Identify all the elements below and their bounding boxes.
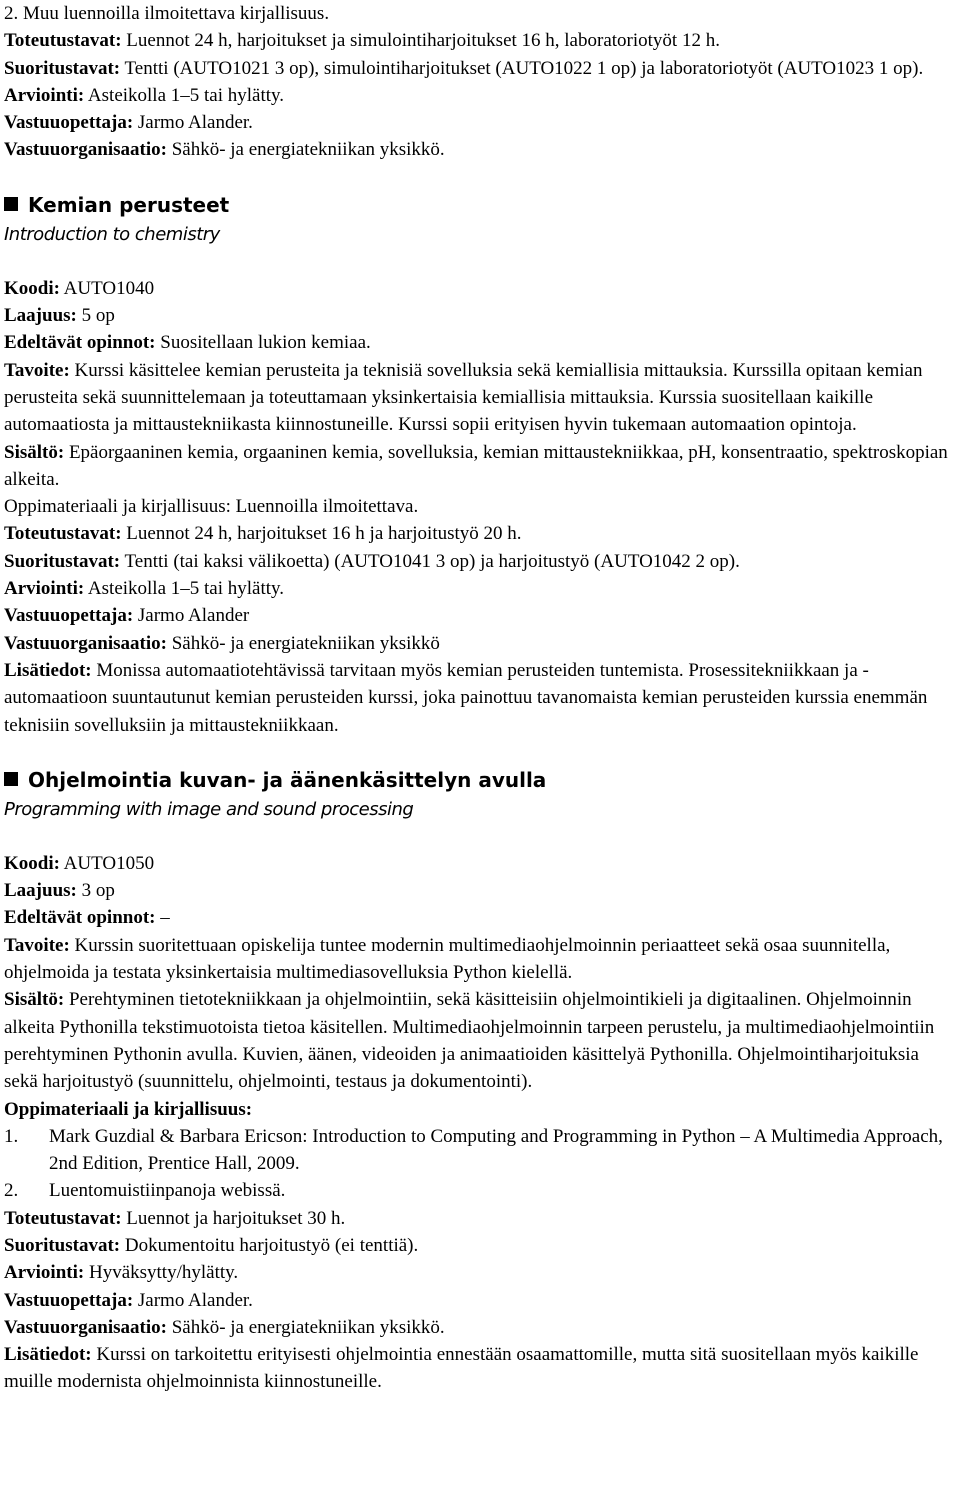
course-subtitle: Programming with image and sound processing	[4, 798, 414, 820]
edeltavat-value: –	[155, 907, 170, 929]
vastuuorganisaatio-value: Sähkö- ja energiatekniikan yksikkö.	[166, 139, 445, 161]
suoritustavat-row	[4, 548, 956, 575]
toteutustavat-value: Luennot 24 h, harjoitukset ja simulointiharjoitukset 16 h, laboratoriotyöt 12 h.	[121, 30, 720, 52]
lisatiedot-label: Lisätiedot:	[4, 1344, 92, 1366]
sisalto-label: Sisältö:	[4, 989, 65, 1011]
tavoite-row	[4, 932, 956, 987]
laajuus-value: 5 op	[76, 305, 115, 327]
lisatiedot-row	[4, 657, 956, 739]
koodi-label: Koodi:	[4, 277, 60, 299]
arviointi-value: Asteikolla 1–5 tai hylätty.	[84, 578, 285, 600]
suoritustavat-value: Tentti (AUTO1021 3 op), simulointiharjoitukset (AUTO1022 1 op) ja laboratoriotyöt (AUTO1023 1 op).	[120, 57, 924, 79]
koodi-row	[4, 850, 956, 877]
sisalto-value: Perehtyminen tietotekniikkaan ja ohjelmointiin, sekä käsitteisiin ohjelmointikieli ja digitaalinen. Ohjelmoinnin alkeita Pythonilla tekstimuotoista tietoa käsitellen. Multimediaohjelmoinnin tarpeen perustelu, ja multimediaohjelmointiin perehtyminen Pythonin avulla. Kuvien, äänen, videoiden ja animaatioiden käsittelyä Pythonilla. Ohjelmointiharjoituksia sekä harjoitustyö (suunnittelu, ohjelmointi, testaus ja dokumentointi).	[4, 989, 935, 1093]
vastuuopettaja-row	[4, 1287, 956, 1314]
edeltavat-row	[4, 904, 956, 931]
sisalto-label: Sisältö:	[4, 441, 65, 463]
laajuus-label: Laajuus:	[4, 880, 77, 902]
vastuuopettaja-value: Jarmo Alander.	[133, 1289, 253, 1311]
laajuus-value: 3 op	[76, 880, 115, 902]
vastuuorganisaatio-label: Vastuuorganisaatio:	[4, 632, 167, 654]
lisatiedot-label: Lisätiedot:	[4, 659, 92, 681]
literature-item-number: 1.	[4, 1125, 19, 1147]
course-title-text: Kemian perusteet	[28, 192, 230, 217]
lisatiedot-value: Kurssi on tarkoitettu erityisesti ohjelmointia ennestään osaamattomille, mutta sitä suositellaan myös kaikille muille modernista ohjelmoinnista kiinnostuneille.	[4, 1344, 919, 1393]
toteutustavat-label: Toteutustavat:	[4, 1207, 122, 1229]
literature-item-text: Mark Guzdial & Barbara Ericson: Introduction to Computing and Programming in Python – A Multimedia Approach, 2nd Edition, Prentice Hall, 2009.	[49, 1125, 943, 1175]
literature-item-text: Luentomuistiinpanoja webissä.	[49, 1180, 286, 1202]
course-subtitle: Introduction to chemistry	[4, 223, 220, 245]
toteutustavat-value: Luennot ja harjoitukset 30 h.	[121, 1207, 346, 1229]
course-title	[4, 190, 956, 220]
tavoite-value: Kurssi käsittelee kemian perusteita ja teknisiä sovelluksia sekä kemiallisia mittauksia. Kurssilla opitaan kemian perusteita sekä suunnittelemaan ja toteuttamaan yksinkertaisia kemiallisia mittauksia. Kurssia suositellaan kaikille automaatiosta ja mittaustekniikasta kiinnostuneille. Kurssi sopii erityisen hyvin tukemaan automaation opintoja.	[4, 359, 923, 436]
vastuuopettaja-value: Jarmo Alander	[133, 605, 250, 627]
laajuus-row	[4, 877, 956, 904]
vastuuorganisaatio-value: Sähkö- ja energiatekniikan yksikkö	[166, 632, 440, 654]
vastuuorganisaatio-label: Vastuuorganisaatio:	[4, 139, 167, 161]
arviointi-row	[4, 575, 956, 602]
oppimateriaali-row: Oppimateriaali ja kirjallisuus: Luennoilla ilmoitettava.	[4, 496, 419, 518]
literature-item	[4, 1123, 956, 1178]
vastuuopettaja-label: Vastuuopettaja:	[4, 1289, 134, 1311]
vastuuorganisaatio-row	[4, 1314, 956, 1341]
vastuuopettaja-value: Jarmo Alander.	[133, 112, 253, 134]
vastuuorganisaatio-label: Vastuuorganisaatio:	[4, 1316, 167, 1338]
tavoite-row	[4, 357, 956, 439]
course-chemistry	[4, 190, 956, 739]
square-bullet-icon	[4, 772, 18, 786]
toteutustavat-row	[4, 1205, 956, 1232]
literature-item-2: 2. Muu luennoilla ilmoitettava kirjallisuus.	[4, 3, 330, 24]
vastuuopettaja-label: Vastuuopettaja:	[4, 112, 134, 134]
literature-item	[4, 1177, 956, 1204]
laajuus-label: Laajuus:	[4, 305, 77, 327]
edeltavat-value: Suositellaan lukion kemiaa.	[155, 332, 371, 354]
suoritustavat-value: Tentti (tai kaksi välikoetta) (AUTO1041 3 op) ja harjoitustyö (AUTO1042 2 op).	[120, 550, 740, 572]
edeltavat-label: Edeltävät opinnot:	[4, 332, 156, 354]
arviointi-value: Asteikolla 1–5 tai hylätty.	[84, 84, 285, 106]
koodi-value: AUTO1050	[59, 852, 155, 874]
course-title	[4, 765, 956, 795]
sisalto-row	[4, 439, 956, 494]
tavoite-value: Kurssin suoritettuaan opiskelija tuntee modernin multimediaohjelmoinnin periaatteet sekä osaa suunnitella, ohjelmoida ja testata yksinkertaisia multimediasovelluksia Python kielellä.	[4, 934, 891, 984]
lisatiedot-row	[4, 1341, 956, 1396]
previous-course-section	[4, 0, 956, 164]
square-bullet-icon	[4, 197, 18, 211]
koodi-row	[4, 275, 956, 302]
sisalto-value: Epäorgaaninen kemia, orgaaninen kemia, sovelluksia, kemian mittaustekniikkaa, pH, konsentraatio, spektroskopian alkeita.	[4, 441, 948, 490]
vastuuorganisaatio-row	[4, 136, 956, 163]
tavoite-label: Tavoite:	[4, 934, 70, 956]
arviointi-label: Arviointi:	[4, 1262, 85, 1284]
vastuuopettaja-row	[4, 602, 956, 629]
toteutustavat-label: Toteutustavat:	[4, 30, 122, 52]
koodi-label: Koodi:	[4, 852, 60, 874]
course-programming	[4, 765, 956, 1396]
suoritustavat-label: Suoritustavat:	[4, 57, 121, 79]
vastuuopettaja-row	[4, 109, 956, 136]
suoritustavat-label: Suoritustavat:	[4, 550, 121, 572]
literature-list	[4, 1123, 956, 1205]
course-title-text: Ohjelmointia kuvan- ja äänenkäsittelyn avulla	[28, 767, 547, 792]
toteutustavat-row	[4, 27, 956, 54]
sisalto-row	[4, 986, 956, 1095]
suoritustavat-row	[4, 55, 956, 82]
suoritustavat-row	[4, 1232, 956, 1259]
vastuuorganisaatio-value: Sähkö- ja energiatekniikan yksikkö.	[166, 1316, 445, 1338]
edeltavat-label: Edeltävät opinnot:	[4, 907, 156, 929]
suoritustavat-value: Dokumentoitu harjoitustyö (ei tenttiä).	[120, 1234, 419, 1256]
literature-item-number: 2.	[4, 1180, 19, 1202]
edeltavat-row	[4, 329, 956, 356]
laajuus-row	[4, 302, 956, 329]
koodi-value: AUTO1040	[59, 277, 155, 299]
toteutustavat-value: Luennot 24 h, harjoitukset 16 h ja harjoitustyö 20 h.	[121, 523, 522, 545]
toteutustavat-row	[4, 520, 956, 547]
tavoite-label: Tavoite:	[4, 359, 70, 381]
arviointi-value: Hyväksytty/hylätty.	[84, 1262, 239, 1284]
suoritustavat-label: Suoritustavat:	[4, 1234, 121, 1256]
vastuuopettaja-label: Vastuuopettaja:	[4, 605, 134, 627]
arviointi-label: Arviointi:	[4, 578, 85, 600]
oppimateriaali-label: Oppimateriaali ja kirjallisuus:	[4, 1098, 253, 1120]
toteutustavat-label: Toteutustavat:	[4, 523, 122, 545]
vastuuorganisaatio-row	[4, 630, 956, 657]
arviointi-row	[4, 1259, 956, 1286]
arviointi-row	[4, 82, 956, 109]
lisatiedot-value: Monissa automaatiotehtävissä tarvitaan myös kemian perusteiden tuntemista. Prosessitekniikkaan ja -automaatioon suuntautunut kemian perusteiden kurssi, joka painottuu tavanomaista kemian perusteiden kurssia enemmän teknisiin sovelluksiin ja mittaustekniikkaan.	[4, 659, 928, 736]
arviointi-label: Arviointi:	[4, 84, 85, 106]
